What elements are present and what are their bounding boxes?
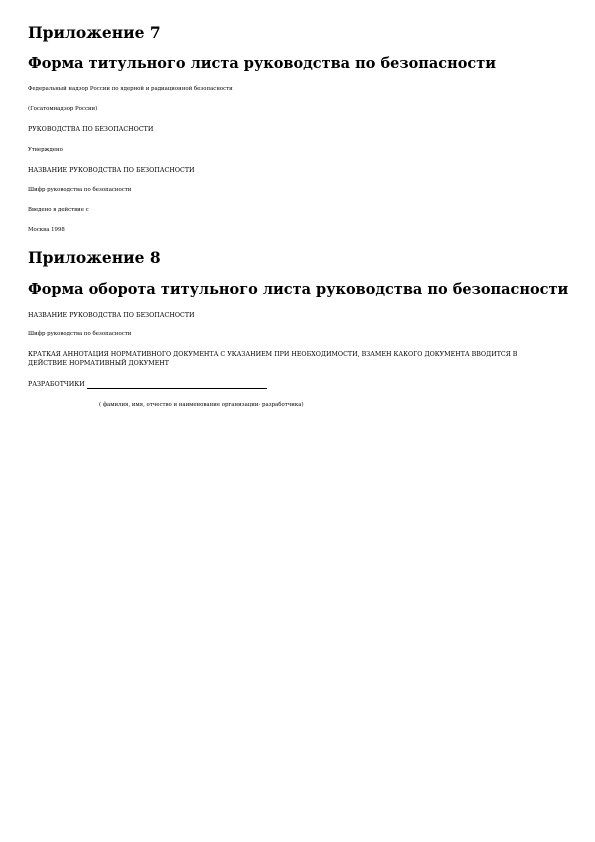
- guide-name-placeholder: НАЗВАНИЕ РУКОВОДСТВА ПО БЕЗОПАСНОСТИ: [28, 167, 195, 174]
- developers-underline: [87, 381, 267, 389]
- appendix-7-title: Форма титульного листа руководства по безопасности: [28, 55, 496, 72]
- effective-date-label: Введено в действие с: [28, 207, 89, 213]
- guide-code-label: Шифр руководства по безопасности: [28, 187, 132, 193]
- appendix-8-heading: Приложение 8: [28, 248, 161, 267]
- annotation-text: КРАТКАЯ АННОТАЦИЯ НОРМАТИВНОГО ДОКУМЕНТА С УКАЗАНИЕМ ПРИ НЕОБХОДИМОСТИ, ВЗАМЕН КАКОГО ДОКУМЕНТА ВВОДИТСЯ В ДЕЙСТВИЕ НОРМАТИВНЫЙ ДОКУМЕНТ: [28, 351, 518, 367]
- developers-caption: ( фамилия, имя, отчество и наименование организации- разработчика): [99, 402, 304, 408]
- guide-code-label-reverse: Шифр руководства по безопасности: [28, 331, 132, 337]
- approved-label: Утверждено: [28, 147, 63, 153]
- developers-line: [28, 380, 267, 389]
- agency-short-name: (Госатомнадзор России): [28, 106, 98, 112]
- guide-name-placeholder-reverse: НАЗВАНИЕ РУКОВОДСТВА ПО БЕЗОПАСНОСТИ: [28, 312, 195, 319]
- appendix-8-title: Форма оборота титульного листа руководства по безопасности: [28, 281, 569, 298]
- document-type: РУКОВОДСТВА ПО БЕЗОПАСНОСТИ: [28, 126, 154, 133]
- developers-label: РАЗРАБОТЧИКИ: [28, 381, 85, 388]
- appendix-7-heading: Приложение 7: [28, 23, 161, 42]
- place-year: Москва 1998: [28, 227, 65, 233]
- agency-name: Федеральный надзор России по ядерной и радиационной безопасности: [28, 86, 233, 92]
